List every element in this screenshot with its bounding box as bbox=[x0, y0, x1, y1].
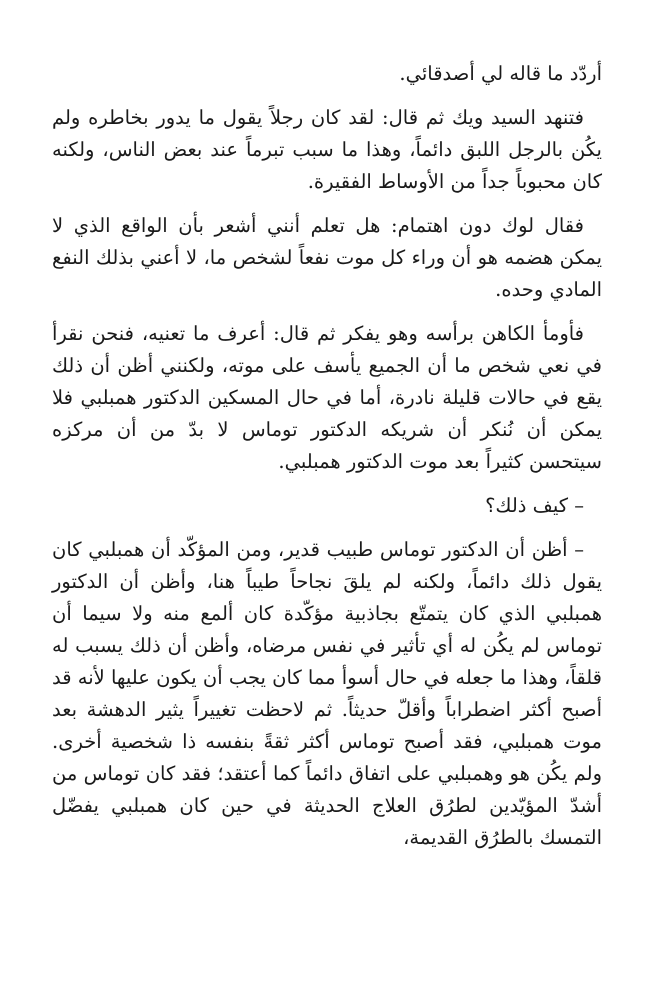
paragraph-2: فتنهد السيد ويك ثم قال: لقد كان رجلاً يقول ما يدور بخاطره ولم يكُن بالرجل اللبق دائماً، وهذا ما سبب تبرماً عند بعض الناس، ولكنه كان محبوباً جداً من الأوساط الفقيرة. bbox=[52, 106, 602, 193]
paragraph-6: – أظن أن الدكتور توماس طبيب قدير، ومن المؤكّد أن همبلبي كان يقول ذلك دائماً، ولكنه لم يلقَ نجاحاً طيباً هنا، وأظن أن الدكتور همبلبي الذي كان يتمتّع بجاذبية مؤكّدة كان ألمع منه ولا سيما أن توماس لم يكُن له أي تأثير في نفس مرضاه، وأظن أن ذلك يسبب له قلقاً، وهذا ما جعله في حال أسوأ مما كان يجب أن يكون عليها لأنه قد أصبح أكثر اضطراباً وأقلّ حديثاً. ثم لاحظت تغييراً يثير الدهشة بعد موت همبلبي، فقد أصبح توماس أكثر ثقةً بنفسه ذا شخصية أخرى. ولم يكُن هو وهمبلبي على اتفاق دائماً كما أعتقد؛ فقد كان توماس من أشدّ المؤيّدين لطرُق العلاج الحديثة في حين كان همبلبي يفضّل التمسك بالطرُق القديمة، bbox=[52, 538, 602, 849]
paragraph-4: فأومأ الكاهن برأسه وهو يفكر ثم قال: أعرف ما تعنيه، فنحن نقرأ في نعي شخص ما أن الجميع يأسف على موته، ولكنني أظن أن ذلك يقع في حالات قليلة نادرة، أما في حال المسكين الدكتور همبلبي فلا يمكن أن نُنكر أن شريكه الدكتور توماس لا بدّ من أن مركزه سيتحسن كثيراً بعد موت الدكتور همبلبي. bbox=[52, 322, 602, 473]
paragraph-5: – كيف ذلك؟ bbox=[485, 494, 584, 517]
paragraph-3: فقال لوك دون اهتمام: هل تعلم أنني أشعر بأن الواقع الذي لا يمكن هضمه هو أن وراء كل موت نفعاً لشخص ما، لا أعني بذلك النفع المادي وحده. bbox=[52, 214, 602, 301]
book-page bbox=[52, 58, 602, 866]
paragraph-1: أردّد ما قاله لي أصدقائي. bbox=[399, 62, 602, 85]
